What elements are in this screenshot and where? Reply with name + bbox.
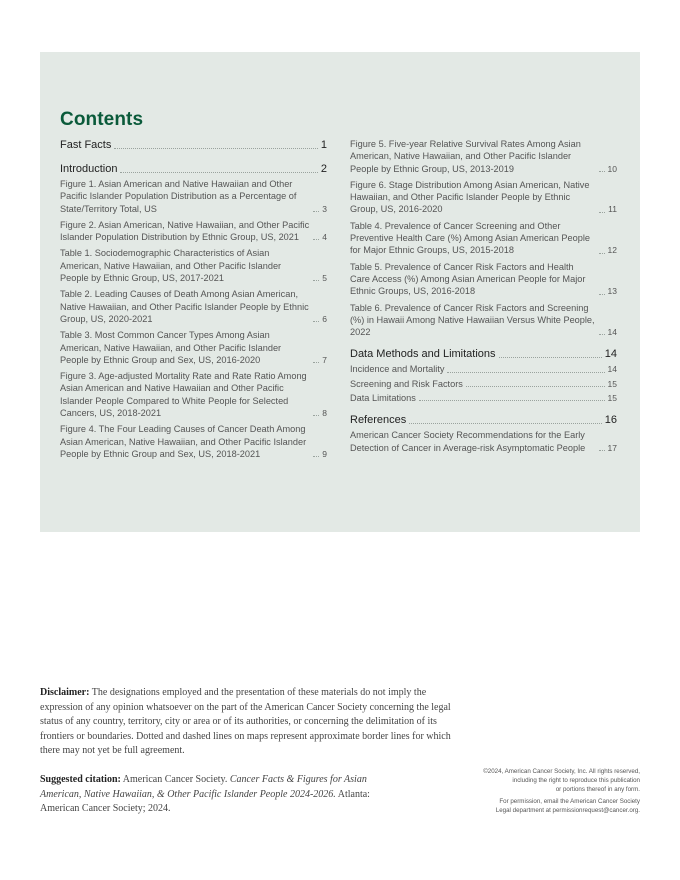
dot-leader bbox=[599, 171, 605, 172]
dot-leader bbox=[447, 372, 604, 373]
toc-entry-page: 1 bbox=[320, 139, 327, 151]
dot-leader bbox=[599, 334, 605, 335]
toc-entry-label: Introduction bbox=[60, 163, 118, 175]
toc-entry[interactable] bbox=[350, 179, 617, 216]
toc-entry[interactable] bbox=[350, 413, 617, 427]
dot-leader bbox=[466, 386, 605, 387]
toc-entry[interactable] bbox=[350, 392, 617, 404]
copyright-line: including the right to reproduce this publication bbox=[512, 777, 640, 784]
dot-leader bbox=[419, 400, 605, 401]
toc-entry[interactable] bbox=[60, 162, 327, 176]
toc-entry[interactable] bbox=[350, 138, 617, 175]
toc-entry[interactable] bbox=[350, 378, 617, 390]
toc-entry[interactable] bbox=[60, 219, 327, 244]
toc-entry[interactable] bbox=[60, 370, 327, 419]
dot-leader bbox=[313, 456, 319, 457]
toc-entry-label: Table 5. Prevalence of Cancer Risk Factors and Health Care Access (%) Among Asian American People for Major Ethnic Groups, US, 2016-2018 bbox=[350, 261, 586, 297]
toc-entry[interactable] bbox=[350, 302, 617, 339]
toc-entry-label: American Cancer Society Recommendations for the Early Detection of Cancer in Average-risk Asymptomatic People bbox=[350, 430, 586, 453]
toc-entry-label: Screening and Risk Factors bbox=[350, 378, 463, 389]
toc-entry-page: 15 bbox=[607, 393, 617, 404]
toc-entry-page: 16 bbox=[604, 414, 617, 427]
disclaimer-heading: Disclaimer: bbox=[40, 687, 90, 698]
toc-entry-page: 13 bbox=[607, 286, 617, 297]
dot-leader bbox=[313, 280, 319, 281]
toc-entry-page: 14 bbox=[604, 348, 617, 361]
toc-entry-page: 14 bbox=[607, 364, 617, 375]
dot-leader bbox=[313, 239, 319, 240]
dot-leader bbox=[120, 172, 317, 173]
toc-entry[interactable] bbox=[60, 423, 327, 460]
toc-entry-label: Figure 5. Five-year Relative Survival Rates Among Asian American, Native Hawaiian, and Other Pacific Islander People by Ethnic Group, US, 2013-2019 bbox=[350, 139, 581, 174]
citation-author: American Cancer Society. bbox=[122, 774, 228, 785]
toc-entry-label: Figure 1. Asian American and Native Hawaiian and Other Pacific Islander Population Distribution as a Percentage of State/Territory Total, US bbox=[60, 179, 297, 214]
toc-left-column bbox=[60, 138, 327, 460]
toc-entry-label: Table 1. Sociodemographic Characteristics of Asian American, Native Hawaiian, and Other Pacific Islander People by Ethnic Group, US, 2017-2021 bbox=[60, 248, 282, 284]
toc-entry[interactable] bbox=[60, 138, 327, 152]
toc-entry-label: Table 2. Leading Causes of Death Among Asian American, Native Hawaiian, and Other Pacific Islander People by Ethnic Group, US, 2020-2021 bbox=[60, 289, 309, 324]
suggested-citation bbox=[40, 773, 410, 817]
toc-entry-page: 14 bbox=[607, 327, 617, 338]
toc-entry[interactable] bbox=[350, 261, 617, 298]
copyright-line: or portions thereof in any form. bbox=[555, 786, 640, 793]
dot-leader bbox=[114, 148, 318, 149]
toc-entry-label: Table 3. Most Common Cancer Types Among Asian American, Native Hawaiian, and Other Pacific Islander People by Ethnic Group and Sex, US, 2016-2020 bbox=[60, 330, 282, 365]
permission-line: For permission, email the American Cancer Society bbox=[499, 798, 640, 805]
toc-entry[interactable] bbox=[350, 363, 617, 375]
toc-entry-page: 7 bbox=[322, 354, 327, 365]
toc-entry[interactable] bbox=[60, 178, 327, 215]
toc-entry-page: 9 bbox=[322, 448, 327, 459]
toc-entry-page: 3 bbox=[322, 203, 327, 214]
dot-leader bbox=[599, 212, 605, 213]
toc-entry-label: Figure 3. Age-adjusted Mortality Rate and Rate Ratio Among Asian American and Native Hawaiian and Other Pacific Islander People Compared to White People for Selected Cancers, US, 2018-2021 bbox=[60, 371, 307, 419]
toc-right-column bbox=[350, 138, 617, 454]
toc-entry-label: Figure 6. Stage Distribution Among Asian American, Native Hawaiian, and Other Pacific Islander People by Ethnic Group, US, 2016-2020 bbox=[350, 179, 590, 215]
dot-leader bbox=[599, 294, 605, 295]
toc-entry-page: 15 bbox=[607, 378, 617, 389]
citation-title: Cancer Facts & Figures for Asian American, Native Hawaiian, & Other Pacific Islander People 2024-2026. bbox=[40, 774, 367, 800]
dot-leader bbox=[599, 450, 605, 451]
toc-entry-page: 17 bbox=[607, 442, 617, 453]
toc-entry-label: Fast Facts bbox=[60, 139, 112, 151]
toc-entry-label: Figure 4. The Four Leading Causes of Cancer Death Among Asian American, Native Hawaiian, and Other Pacific Islander People by Ethnic Group and Sex, US, 2018-2021 bbox=[60, 424, 307, 459]
dot-leader bbox=[499, 357, 602, 358]
toc-entry-page: 4 bbox=[322, 232, 327, 243]
dot-leader bbox=[313, 321, 319, 322]
toc-entry[interactable] bbox=[350, 347, 617, 361]
toc-entry-page: 8 bbox=[322, 408, 327, 419]
contents-title: Contents bbox=[60, 109, 144, 130]
dot-leader bbox=[313, 211, 319, 212]
dot-leader bbox=[313, 415, 319, 416]
toc-entry-label: Table 6. Prevalence of Cancer Risk Factors and Screening (%) in Hawaii Among Native Hawaiian Versus White People, 2022 bbox=[350, 302, 595, 338]
dot-leader bbox=[313, 362, 319, 363]
toc-entry[interactable] bbox=[60, 247, 327, 284]
citation-heading: Suggested citation: bbox=[40, 774, 121, 785]
disclaimer-text: The designations employed and the presentation of these materials do not imply the expression of any opinion whatsoever on the part of the American Cancer Society concerning the legal status of any country, territory, city or area or of its authorities, or concerning the delimitation of its frontiers or boundaries. Dotted and dashed lines on maps represent approximate border lines for which there may not yet be full agreement. bbox=[40, 687, 451, 756]
toc-entry[interactable] bbox=[350, 220, 617, 257]
citation-tail: Atlanta: American Cancer Society; 2024. bbox=[40, 788, 370, 814]
toc-entry[interactable] bbox=[350, 429, 617, 454]
toc-entry-label: Data Limitations bbox=[350, 393, 416, 404]
toc-entry-label: Table 4. Prevalence of Cancer Screening and Other Preventive Health Care (%) Among Asian American People for Major Ethnic Groups, US, 2015-2018 bbox=[350, 220, 591, 256]
toc-entry-page: 2 bbox=[320, 163, 327, 175]
toc-entry[interactable] bbox=[60, 288, 327, 325]
toc-entry-page: 12 bbox=[607, 245, 617, 256]
toc-entry-page: 10 bbox=[607, 163, 617, 174]
toc-entry-page: 5 bbox=[322, 273, 327, 284]
dot-leader bbox=[409, 423, 601, 424]
permission-line: Legal department at permissionrequest@cancer.org. bbox=[495, 807, 640, 814]
toc-entry-page: 6 bbox=[322, 313, 327, 324]
toc-entry-label: Incidence and Mortality bbox=[350, 364, 445, 375]
dot-leader bbox=[599, 253, 605, 254]
toc-entry-label: Data Methods and Limitations bbox=[350, 348, 496, 361]
copyright-line: ©2024, American Cancer Society, Inc. All rights reserved, bbox=[483, 768, 640, 775]
toc-entry[interactable] bbox=[60, 329, 327, 366]
toc-entry-label: References bbox=[350, 414, 407, 427]
toc-entry-page: 11 bbox=[608, 204, 617, 215]
copyright-notice bbox=[450, 767, 640, 815]
toc-entry-label: Figure 2. Asian American, Native Hawaiian, and Other Pacific Islander Population Distribution by Ethnic Group, US, 2021 bbox=[60, 219, 310, 243]
disclaimer bbox=[40, 686, 460, 759]
